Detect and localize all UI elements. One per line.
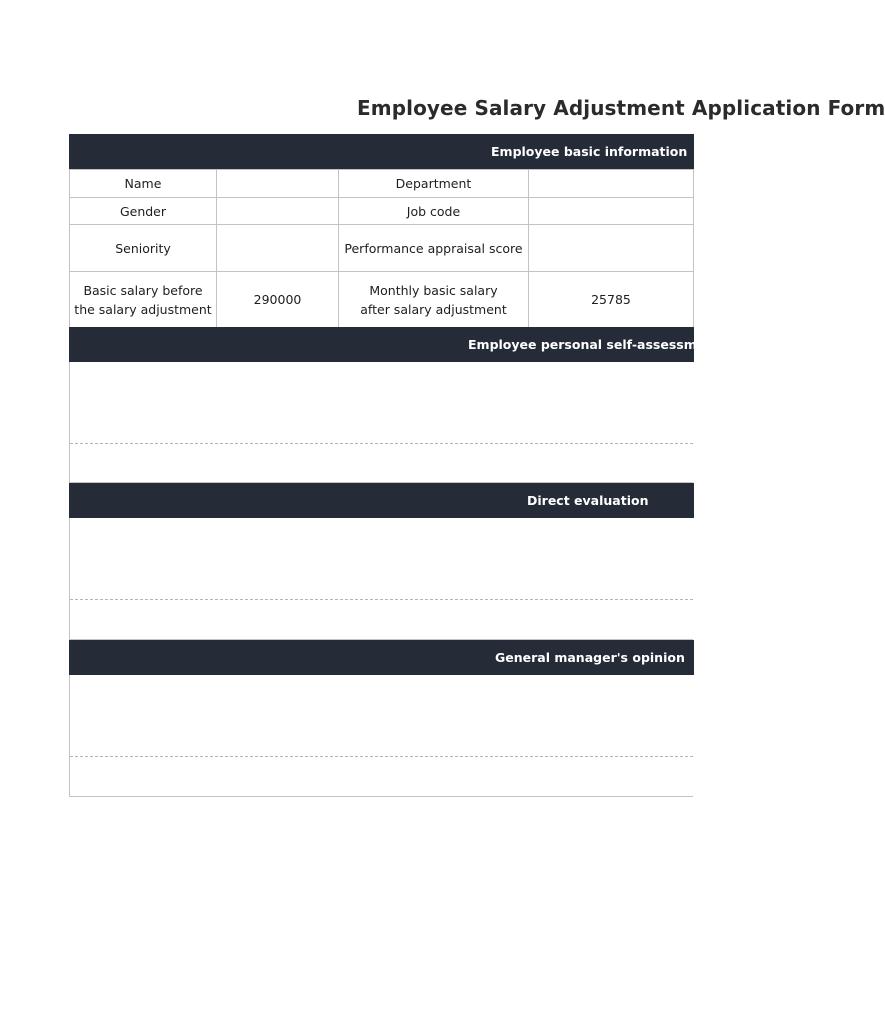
section-title-gm-opinion: General manager's opinion [495,650,685,665]
salary-before-label [70,272,217,328]
name-field[interactable] [217,170,339,198]
row-gender-job-code [70,198,694,225]
direct-evaluation-divider [70,599,693,600]
self-assessment-divider [70,443,693,444]
salary-after-label-line1: Monthly basic salary [369,282,498,298]
salary-before-label-line2: the salary adjustment [74,301,212,317]
performance-score-field[interactable] [529,225,694,272]
gender-label: Gender [70,198,217,225]
gm-opinion-area[interactable] [69,675,693,797]
salary-before-label-line1: Basic salary before [83,282,203,298]
department-field[interactable] [529,170,694,198]
gm-opinion-divider [70,756,693,757]
job-code-field[interactable] [529,198,694,225]
section-header-basic-info [69,134,694,169]
salary-before-field[interactable]: 290000 [217,272,339,328]
row-seniority-performance [70,225,694,272]
department-label: Department [339,170,529,198]
section-title-basic-info: Employee basic information [491,144,688,159]
row-salary [70,272,694,328]
basic-info-table [69,169,694,328]
gender-field[interactable] [217,198,339,225]
performance-score-label: Performance appraisal score [339,225,529,272]
salary-after-label-line2: after salary adjustment [360,301,507,317]
seniority-label: Seniority [70,225,217,272]
job-code-label: Job code [339,198,529,225]
section-header-self-assessment [69,327,721,362]
section-header-direct-evaluation [69,483,694,518]
section-title-direct-evaluation: Direct evaluation [527,493,649,508]
direct-evaluation-area[interactable] [69,518,693,640]
seniority-field[interactable] [217,225,339,272]
salary-after-field[interactable]: 25785 [529,272,694,328]
salary-adjustment-form [69,134,721,797]
salary-after-label [339,272,529,328]
section-title-self-assessment: Employee personal self-assessment [468,337,721,352]
form-title: Employee Salary Adjustment Application Form [357,96,885,120]
name-label: Name [70,170,217,198]
section-header-gm-opinion [69,640,694,675]
row-name-department [70,170,694,198]
self-assessment-area[interactable] [69,362,693,483]
